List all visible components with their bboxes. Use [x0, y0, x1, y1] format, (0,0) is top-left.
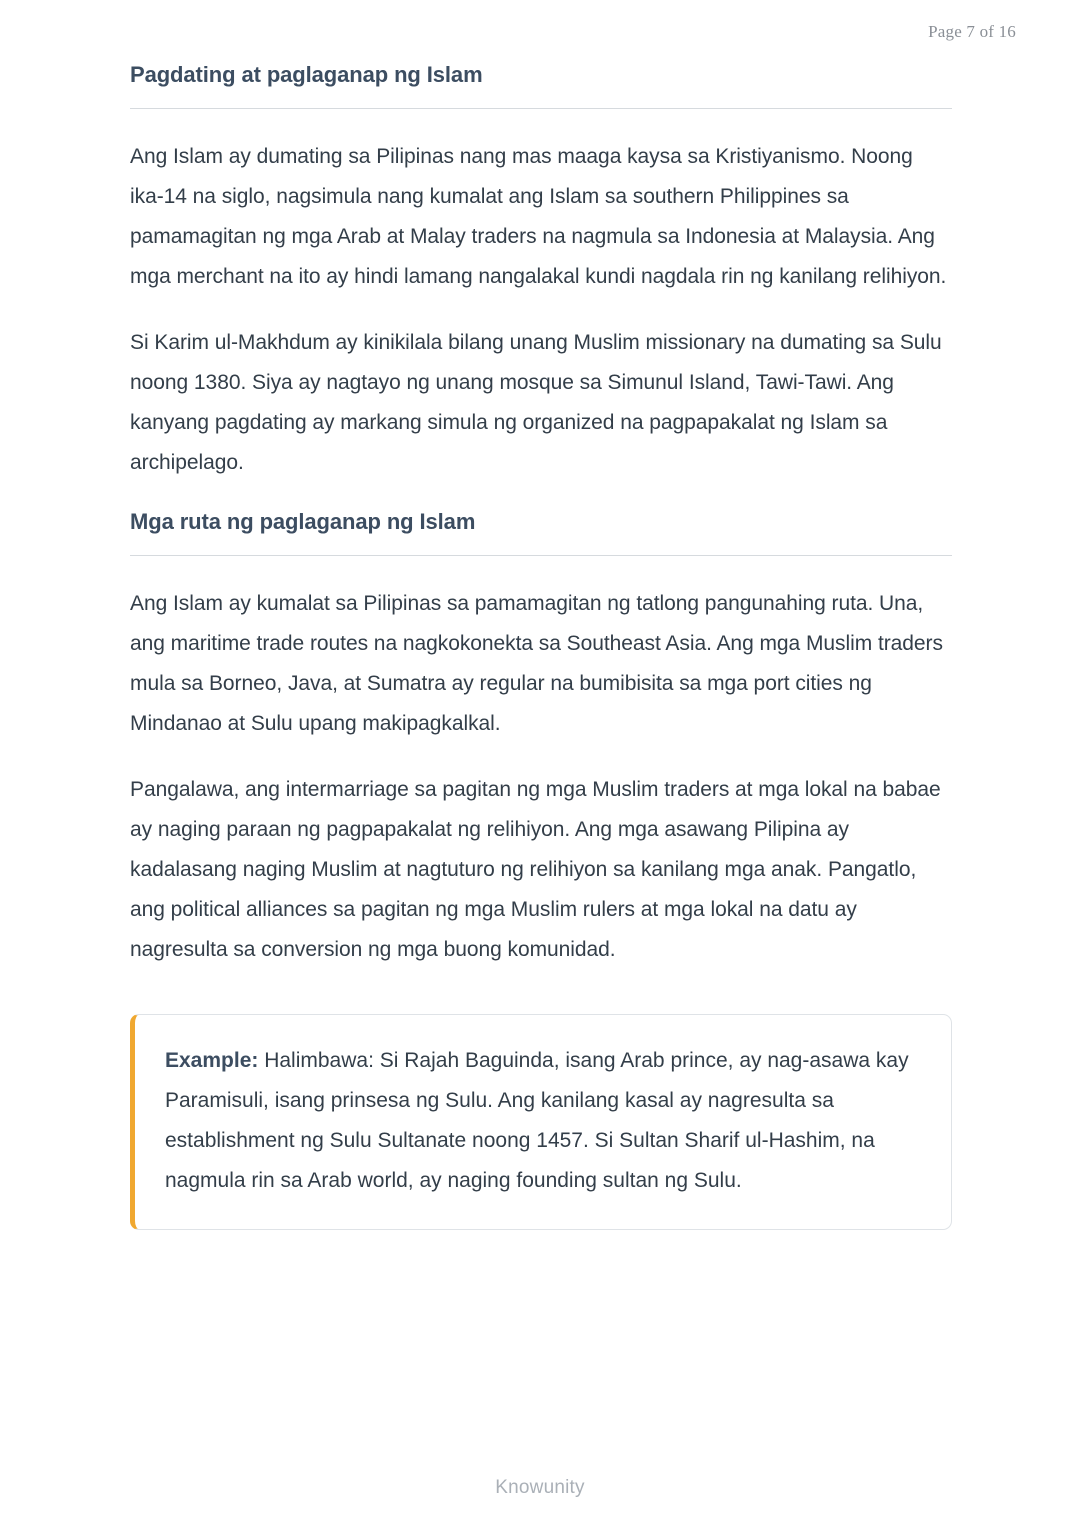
section-title-2: Mga ruta ng paglaganap ng Islam [130, 509, 476, 534]
paragraph: Si Karim ul-Makhdum ay kinikilala bilang unang Muslim missionary na dumating sa Sulu noong 1380. Siya ay nagtayo ng unang mosque sa Simunul Island, Tawi-Tawi. Ang kanyang pagdating ay markang simula ng organized na pagpapakalat ng Islam sa archipelago. [130, 331, 942, 474]
example-callout-text [165, 1041, 921, 1201]
example-callout [130, 1014, 952, 1230]
paragraph: Pangalawa, ang intermarriage sa pagitan ng mga Muslim traders at mga lokal na babae ay naging paraan ng pagpapakalat ng relihiyon. Ang mga asawang Pilipina ay kadalasang naging Muslim at nagtuturo ng relihiyon sa kanilang mga anak. Pangatlo, ang political alliances sa pagitan ng mga Muslim rulers at mga lokal na datu ay nagresulta sa conversion ng mga buong komunidad. [130, 778, 941, 961]
section-divider-1 [130, 108, 952, 109]
example-body: Halimbawa: Si Rajah Baguinda, isang Arab prince, ay nag-asawa kay Paramisuli, isang prinsesa ng Sulu. Ang kanilang kasal ay nagresulta sa establishment ng Sulu Sultanate noong 1457. Si Sultan Sharif ul-Hashim, na nagmula rin sa Arab world, ay naging founding sultan ng Sulu. [165, 1049, 909, 1192]
paragraph: Ang Islam ay kumalat sa Pilipinas sa pamamagitan ng tatlong pangunahing ruta. Una, ang maritime trade routes na nagkokonekta sa Southeast Asia. Ang mga Muslim traders mula sa Borneo, Java, at Sumatra ay regular na bumibisita sa mga port cities ng Mindanao at Sulu upang makipagkalkal. [130, 592, 943, 735]
example-label: Example: [165, 1049, 259, 1072]
paragraph: Ang Islam ay dumating sa Pilipinas nang mas maaga kaysa sa Kristiyanismo. Noong ika-14 na siglo, nagsimula nang kumalat ang Islam sa southern Philippines sa pamamagitan ng mga Arab at Malay traders na nagmula sa Indonesia at Malaysia. Ang mga merchant na ito ay hindi lamang nangalakal kundi nagdala rin ng kanilang relihiyon. [130, 145, 947, 288]
document-content [130, 62, 952, 1230]
footer-brand: Knowunity [495, 1477, 585, 1498]
section-title-1: Pagdating at paglaganap ng Islam [130, 62, 483, 87]
page-indicator: Page 7 of 16 [928, 22, 1016, 41]
section-divider-2 [130, 555, 952, 556]
